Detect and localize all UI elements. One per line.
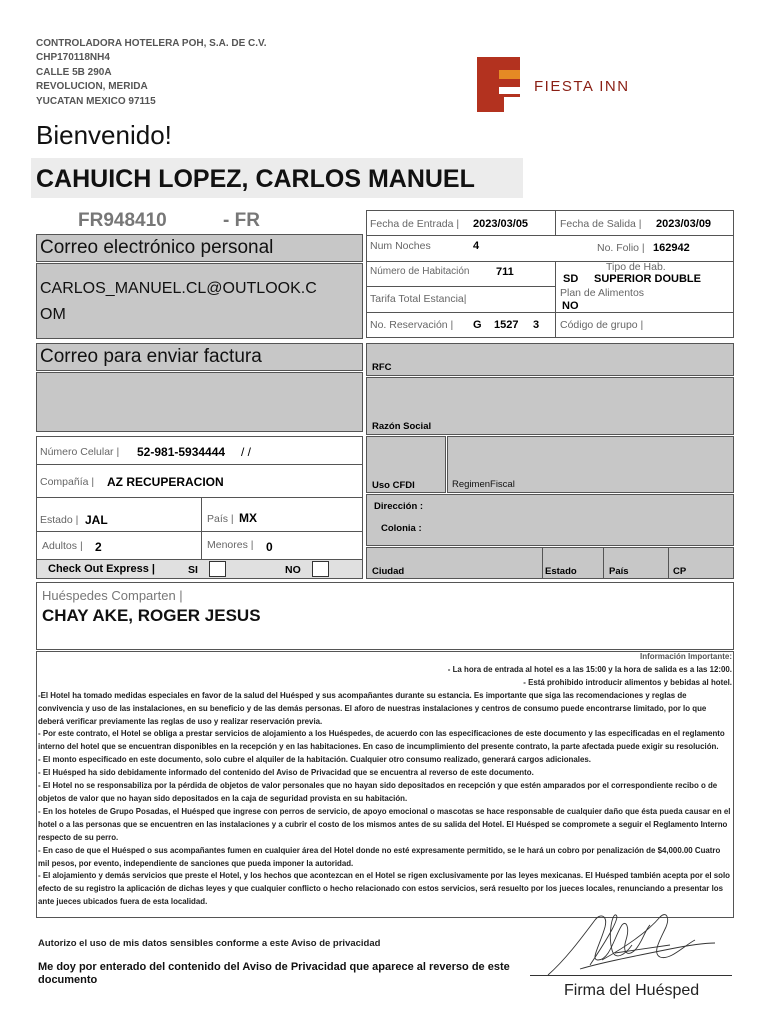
minors-value: 0 (266, 540, 273, 554)
fiesta-inn-logo-icon (477, 57, 520, 112)
divider (36, 497, 363, 498)
company-value: AZ RECUPERACION (107, 475, 224, 489)
invoice-email-title: Correo para enviar factura (40, 346, 262, 367)
rfc-label: RFC (372, 362, 392, 373)
minors-label: Menores | (207, 539, 254, 551)
razon-social-label: Razón Social (372, 421, 432, 432)
nights-value: 4 (473, 240, 480, 252)
express-no-checkbox[interactable] (312, 561, 329, 577)
checkout-label: Fecha de Salida | (560, 218, 642, 230)
uso-cfdi-field[interactable] (366, 436, 446, 493)
divider (201, 497, 202, 560)
express-si-checkbox[interactable] (209, 561, 226, 577)
signature-line (530, 975, 732, 976)
consent-sensitive-data: Autorizo el uso de mis datos sensibles conforme a este Aviso de privacidad (38, 938, 381, 949)
divider (555, 210, 556, 236)
company-name: CONTROLADORA HOTELERA POH, S.A. DE C.V. (36, 38, 267, 49)
invoice-state-field[interactable] (542, 547, 604, 579)
country-label: País | (207, 513, 234, 525)
express-no-label: NO (285, 564, 301, 576)
company-city: REVOLUCION, MERIDA (36, 81, 148, 93)
zip-label: CP (673, 566, 687, 577)
company-state: YUCATAN MEXICO 97115 (36, 95, 156, 107)
cell-value: 52-981-5934444 (137, 445, 226, 459)
state-label: Estado | (40, 514, 79, 526)
folio-number-label: No. Folio | (597, 242, 645, 254)
room-type-code: SD (563, 273, 579, 285)
razon-social-field[interactable] (366, 377, 734, 435)
invoice-country-field[interactable] (603, 547, 669, 579)
legal-p2: - Está prohibido introducir alimentos y bebidas al hotel. (523, 677, 732, 687)
invoice-email-header (36, 343, 363, 371)
guest-name: CAHUICH LOPEZ, CARLOS MANUEL (36, 165, 475, 193)
folio-number-value: 162942 (653, 242, 690, 254)
legal-p6: - El Huésped ha sido debidamente informado del contenido del Aviso de Privacidad que se encuentra al reverso de este documento. (38, 768, 534, 778)
regimen-fiscal-field[interactable] (447, 436, 734, 493)
folio-suffix: - FR (223, 210, 260, 231)
sharing-guests-value: CHAY AKE, ROGER JESUS (42, 606, 261, 625)
divider (36, 464, 363, 465)
room-label: Número de Habitación (370, 266, 470, 277)
meal-plan-label: Plan de Alimentos (560, 287, 645, 299)
checkout-express-label: Check Out Express | (48, 563, 156, 575)
signature-label: Firma del Huésped (564, 982, 700, 999)
legal-p10: - El alojamiento y demás servicios que preste el Hotel, y los hechos que acontezcan en el Hotel se rigen exclusivamente por las leyes mexicanas. El Huésped también acepta por el solo efecto de su registro la aplicación de dichas leyes y que cualquier conflicto o hecho relacionado con estos servicios, será resuelto por los jueces locales, renunciando a presentar los ante jueces ubicados fuera de esta localidad. (38, 871, 731, 907)
address-field[interactable] (366, 494, 734, 546)
divider (36, 531, 363, 532)
uso-cfdi-label: Uso CFDI (372, 480, 415, 491)
state-value: JAL (85, 513, 108, 527)
nights-label: Num Noches (370, 240, 431, 252)
email-field[interactable] (36, 263, 363, 339)
email-value-line1: CARLOS_MANUEL.CL@OUTLOOK.C (40, 280, 317, 297)
divider (366, 261, 734, 262)
sharing-guests-label: Huéspedes Comparten | (42, 588, 183, 603)
email-section-header (36, 234, 363, 262)
divider (366, 235, 734, 236)
room-type-label: Tipo de Hab. (606, 261, 666, 273)
email-value-line2: OM (40, 306, 66, 323)
legal-heading: Información Importante: (639, 652, 732, 661)
signature-icon (520, 905, 730, 980)
legal-p8: - En los hoteles de Grupo Posadas, el Huésped que ingrese con perros de servicio, de apoyo emocional o mascotas se hace responsable de cualquier daño que ésta pueda causar en el hotel o a las personas que se encuentren en las instalaciones y a cubrir el costo de los mismos antes de su salida del Hotel. El Huésped se compromete a seguir el Reglamento Interno respecto de su perro. (38, 806, 731, 842)
group-code-label: Código de grupo | (560, 319, 644, 331)
company-info (36, 37, 267, 109)
legal-text (38, 651, 732, 909)
brand-name: FIESTA INN (534, 78, 630, 95)
company-label: Compañía | (40, 476, 95, 488)
welcome-title: Bienvenido! (36, 120, 172, 150)
rfc-field[interactable] (366, 343, 734, 376)
adults-label: Adultos | (42, 540, 83, 552)
express-si-label: SI (188, 564, 198, 576)
cell-extra: / / (241, 445, 252, 459)
legal-p9: - En caso de que el Huésped o sus acompañantes fumen en cualquier área del Hotel donde no esté expresamente permitido, se le hará un cobro por penalización de $4,000.00 Cuatro mil pesos, por evento, independiente de sanciones que pueda imponer la autoridad. (38, 845, 721, 868)
zip-field[interactable] (668, 547, 734, 579)
divider (555, 262, 556, 338)
reservation-number: 1527 (494, 319, 519, 331)
folio-code: FR948410 (78, 210, 167, 231)
reservation-suffix: 3 (533, 319, 540, 331)
consent-privacy-notice: Me doy por enterado del contenido del Aviso de Privacidad que aparece al reverso de este documento (38, 961, 510, 986)
cell-label: Número Celular | (40, 446, 120, 458)
city-label: Ciudad (372, 566, 405, 577)
checkin-value: 2023/03/05 (473, 218, 529, 230)
divider (366, 286, 556, 287)
adults-value: 2 (95, 540, 102, 554)
total-rate-label: Tarifa Total Estancia| (370, 293, 467, 305)
reservation-label: No. Reservación | (370, 319, 454, 331)
legal-p3: -El Hotel ha tomado medidas especiales en favor de la salud del Huésped y sus acompañantes durante su estancia. Es importante que siga las recomendaciones y reglas de convivencia y uso de las instalaciones, en su beneficio y de las demás personas. El aforo de nuestras instalaciones y centros de consumo puede encontrarse limitado, por lo que deberá verificar previamente las reglas de uso y realizar reservación previa. (38, 690, 707, 726)
checkin-label: Fecha de Entrada | (370, 218, 460, 230)
checkout-value: 2023/03/09 (656, 218, 712, 230)
company-street: CALLE 5B 290A (36, 66, 112, 78)
room-type-value: SUPERIOR DOUBLE (594, 273, 701, 285)
reservation-g: G (473, 319, 482, 331)
company-rfc: CHP170118NH4 (36, 52, 110, 64)
regimen-fiscal-label: RegimenFiscal (452, 479, 515, 490)
email-section-title: Correo electrónico personal (40, 237, 274, 258)
legal-p5: - El monto especificado en este documento, solo cubre el alquiler de la habitación. Cualquier otro consumo realizado, generará cargos adicionales. (38, 755, 591, 765)
invoice-country-label: País (609, 566, 629, 577)
meal-plan-value: NO (562, 300, 579, 312)
address-label: Dirección : (374, 501, 424, 512)
city-field[interactable] (366, 547, 543, 579)
invoice-state-label: Estado (545, 566, 577, 577)
invoice-email-field[interactable] (36, 372, 363, 432)
divider (366, 312, 734, 313)
legal-p7: - El Hotel no se responsabiliza por la pérdida de objetos de valor personales que no hayan sido depositados en recepción y que estén amparados por el correspondiente recibo o de objetos de valor que no hayan sido depositados en la caja de seguridad provista en su habitación. (38, 781, 718, 803)
room-value: 711 (496, 266, 514, 278)
legal-p1: - La hora de entrada al hotel es a las 15:00 y la hora de salida es a las 12:00. (447, 664, 732, 674)
country-value: MX (239, 511, 257, 525)
legal-p4: - Por este contrato, el Hotel se obliga a prestar servicios de alojamiento a los Huéspedes, de acuerdo con las especificaciones de este documento y las especificadas en el reglamento interno del hotel que se encuentran disponibles en la recepción y en las habitaciones. En caso de incumplimiento del presente contrato, la parte afectada puede exigir su resolución. (38, 729, 725, 752)
colonia-label: Colonia : (381, 523, 422, 534)
